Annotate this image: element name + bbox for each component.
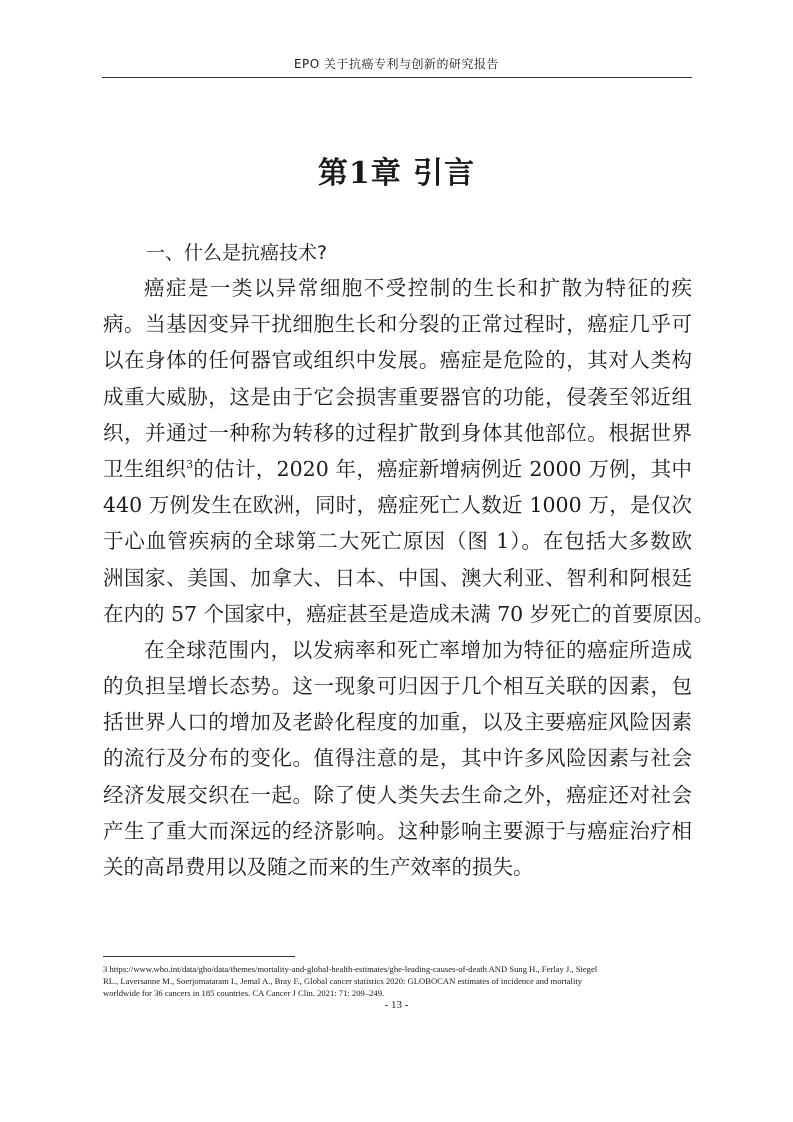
section-heading: 一、什么是抗癌技术? (146, 242, 328, 264)
paragraph-2-line: 的流行及分布的变化。值得注意的是，其中许多风险因素与社会 (103, 746, 692, 771)
paragraph-2-line: 经济发展交织在一起。除了使人类失去生命之外，癌症还对社会 (103, 782, 692, 807)
footnote-line: RL., Laversanne M., Soerjomataram I., Jemal A., Bray F., Global cancer statistics 2020: GLOBOCAN estimates of incidence and mortality (103, 976, 583, 986)
paragraph-2-line: 的负担呈增长态势。这一现象可归因于几个相互关联的因素，包 (103, 674, 692, 699)
paragraph-1-line: 以在身体的任何器官或组织中发展。癌症是危险的，其对人类构 (103, 348, 692, 373)
paragraph-2-line: 括世界人口的增加及老龄化程度的加重，以及主要癌症风险因素 (103, 710, 692, 735)
footnote-line: worldwide for 36 cancers in 185 countries. CA Cancer J Clin. 2021: 71: 209–249. (103, 988, 385, 998)
paragraph-2-line: 关的高昂费用以及随之而来的生产效率的损失。 (103, 855, 534, 879)
paragraph-1-line: 癌症是一类以异常细胞不受控制的生长和扩散为特征的疾 (144, 276, 692, 300)
paragraph-2-line: 在全球范围内，以发病率和死亡率增加为特征的癌症所造成 (144, 637, 692, 662)
footnote-reference[interactable]: 3 (186, 457, 194, 471)
chapter-title: 第1章 引言 (317, 156, 476, 191)
header-divider (102, 77, 692, 78)
text-segment: 的估计，2020 年，癌症新增病例近 2000 万例，其中 (193, 456, 693, 481)
footnote-divider (103, 956, 295, 957)
paragraph-1-line: 于心血管疾病的全球第二大死亡原因（图 1）。在包括大多数欧 (103, 529, 692, 554)
body-text (103, 270, 715, 885)
paragraph-1-line: 在内的 57 个国家中，癌症甚至是造成未满 70 岁死亡的首要原因。 (103, 601, 715, 626)
text-segment: 卫生组织 (103, 456, 187, 481)
page-number: - 13 - (384, 999, 409, 1011)
paragraph-1-line: 440 万例发生在欧洲，同时，癌症死亡人数近 1000 万，是仅次 (103, 493, 692, 518)
paragraph-1-line: 洲国家、美国、加拿大、日本、中国、澳大利亚、智利和阿根廷 (103, 565, 692, 590)
paragraph-1-line: 成重大威胁，这是由于它会损害重要器官的功能，侵袭至邻近组 (103, 384, 692, 409)
footnote (103, 963, 693, 999)
footnote-line: 3 https://www.who.int/data/gho/data/themes/mortality-and-global-health-estimates/ghe-leading-causes-of-death AND Sung H., Ferlay J., Siegel (103, 964, 598, 974)
running-header: EPO 关于抗癌专利与创新的研究报告 (293, 57, 500, 71)
paragraph-1-line-with-footnote-ref (103, 451, 692, 487)
paragraph-1-line: 病。当基因变异干扰细胞生长和分裂的正常过程时，癌症几乎可 (103, 312, 692, 337)
paragraph-1-line: 织，并通过一种称为转移的过程扩散到身体其他部位。根据世界 (103, 420, 692, 445)
paragraph-2-line: 产生了重大而深远的经济影响。这种影响主要源于与癌症治疗相 (103, 818, 692, 843)
